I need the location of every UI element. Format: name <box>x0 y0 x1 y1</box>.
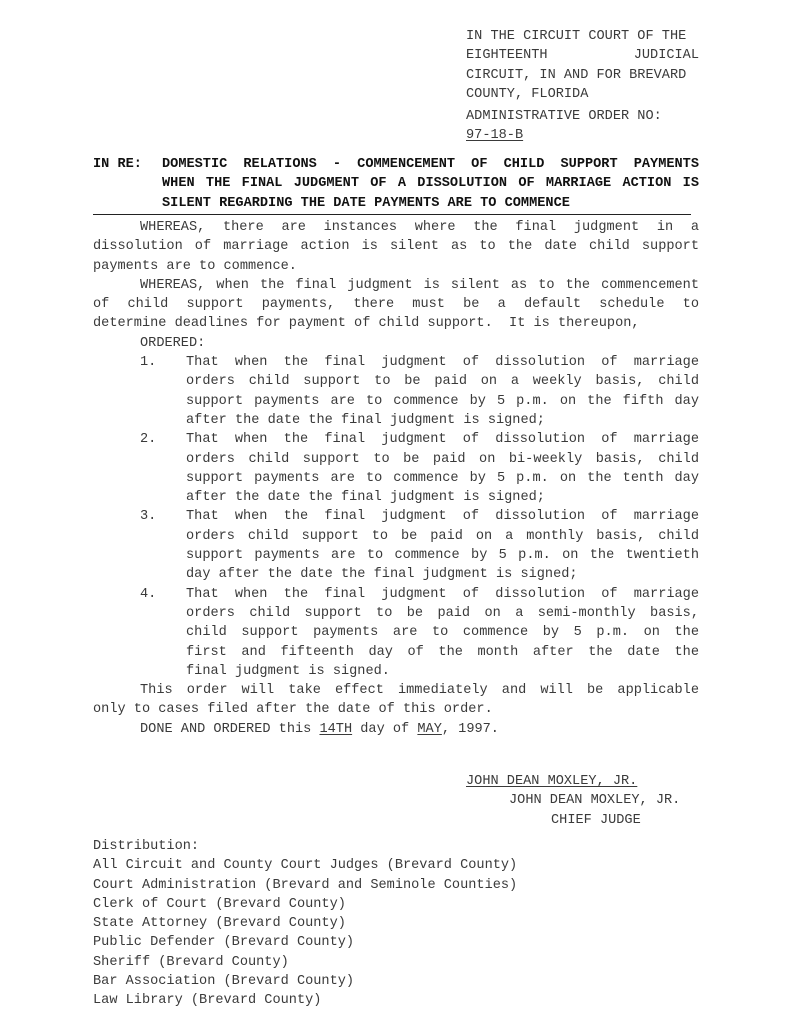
judge-title: CHIEF JUDGE <box>551 812 641 828</box>
done-day: 14TH <box>319 721 353 737</box>
court-line: CIRCUIT, IN AND FOR BREVARD <box>466 67 687 83</box>
done-month: MAY <box>417 721 442 737</box>
distribution-list <box>93 837 563 1011</box>
item-line: first and fifteenth day of the month after the date the <box>186 644 699 660</box>
item-line: day after the date the final judgment is signed; <box>186 567 578 583</box>
order-item-3 <box>93 507 699 584</box>
order-number-block <box>466 107 699 146</box>
distribution-item: Public Defender (Brevard County) <box>93 935 355 951</box>
item-line: orders child support to be paid on a semi-monthly basis, <box>186 605 699 621</box>
done-middle: day of <box>352 721 418 737</box>
court-line: IN THE CIRCUIT COURT OF THE <box>466 29 687 44</box>
body-line: payments are to commence. <box>93 258 297 274</box>
item-line: That when the final judgment of dissolution of marriage <box>186 355 699 371</box>
whereas-paragraph-2 <box>93 276 699 334</box>
body-line: WHEREAS, when the final judgment is silent as to the commencement <box>140 277 699 293</box>
order-label: ADMINISTRATIVE ORDER NO: <box>466 109 662 124</box>
distribution-item: Sheriff (Brevard County) <box>93 954 289 970</box>
item-line: orders child support to be paid on a monthly basis, child <box>186 528 699 544</box>
in-re-label: IN RE: <box>93 157 142 172</box>
court-line: EIGHTEENTH JUDICIAL <box>466 48 699 64</box>
effect-paragraph <box>93 681 699 720</box>
done-suffix: , 1997. <box>441 721 499 737</box>
item-number: 2. <box>140 432 157 448</box>
item-number: 1. <box>140 355 157 371</box>
item-line: That when the final judgment of dissolution of marriage <box>186 432 699 448</box>
distribution-item: Clerk of Court (Brevard County) <box>93 896 346 912</box>
order-number: 97-18-B <box>466 128 524 144</box>
item-line: orders child support to be paid on bi-weekly basis, child <box>186 451 699 467</box>
signature-block <box>466 772 706 830</box>
heading-divider <box>93 214 691 215</box>
item-line: after the date the final judgment is signed; <box>186 490 545 506</box>
order-item-4 <box>93 585 699 681</box>
body-line: dissolution of marriage action is silent as to the date child support <box>93 239 699 255</box>
item-line: orders child support to be paid on a weekly basis, child <box>186 374 699 390</box>
item-number: 3. <box>140 509 157 525</box>
item-line: final judgment is signed. <box>186 663 390 679</box>
court-line: COUNTY, FLORIDA <box>466 86 589 102</box>
done-prefix: DONE AND ORDERED this <box>140 721 320 737</box>
distribution-item: All Circuit and County Court Judges (Brevard County) <box>93 858 518 874</box>
item-line: child support payments are to commence by 5 p.m. on the <box>186 625 699 641</box>
body-line: only to cases filed after the date of this order. <box>93 702 493 718</box>
body-line: determine deadlines for payment of child support. It is thereupon, <box>93 316 640 332</box>
in-re-title-line: WHEN THE FINAL JUDGMENT OF A DISSOLUTION OF MARRIAGE ACTION IS <box>162 176 699 192</box>
order-body <box>93 218 699 739</box>
distribution-item: State Attorney (Brevard County) <box>93 916 346 932</box>
order-item-1 <box>93 353 699 430</box>
body-line: WHEREAS, there are instances where the final judgment in a <box>140 220 699 235</box>
distribution-item: Bar Association (Brevard County) <box>93 974 355 990</box>
ordered-label: ORDERED: <box>140 335 206 351</box>
order-item-2 <box>93 430 699 507</box>
distribution-item: Court Administration (Brevard and Seminole Counties) <box>93 877 518 893</box>
judge-printed-name: JOHN DEAN MOXLEY, JR. <box>509 793 681 809</box>
in-re-title-line: DOMESTIC RELATIONS - COMMENCEMENT OF CHILD SUPPORT PAYMENTS <box>162 157 699 172</box>
body-line: This order will take effect immediately and will be applicable <box>140 683 699 699</box>
item-line: after the date the final judgment is signed; <box>186 412 545 428</box>
distribution-label: Distribution: <box>93 839 200 854</box>
whereas-paragraph-1 <box>93 218 699 276</box>
court-caption <box>466 27 699 104</box>
item-number: 4. <box>140 586 157 602</box>
done-and-ordered-line <box>93 720 699 739</box>
in-re-title-line: SILENT REGARDING THE DATE PAYMENTS ARE TO COMMENCE <box>162 195 570 211</box>
distribution-item: Law Library (Brevard County) <box>93 993 322 1009</box>
item-line: That when the final judgment of dissolution of marriage <box>186 509 699 525</box>
item-line: support payments are to commence by 5 p.m. on the twentieth <box>186 548 699 564</box>
item-line: support payments are to commence by 5 p.m. on the tenth day <box>186 470 699 486</box>
item-line: That when the final judgment of dissolution of marriage <box>186 586 699 602</box>
item-line: support payments are to commence by 5 p.m. on the fifth day <box>186 393 699 409</box>
body-line: of child support payments, there must be a default schedule to <box>93 297 699 313</box>
signature-line: JOHN DEAN MOXLEY, JR. <box>466 774 638 789</box>
